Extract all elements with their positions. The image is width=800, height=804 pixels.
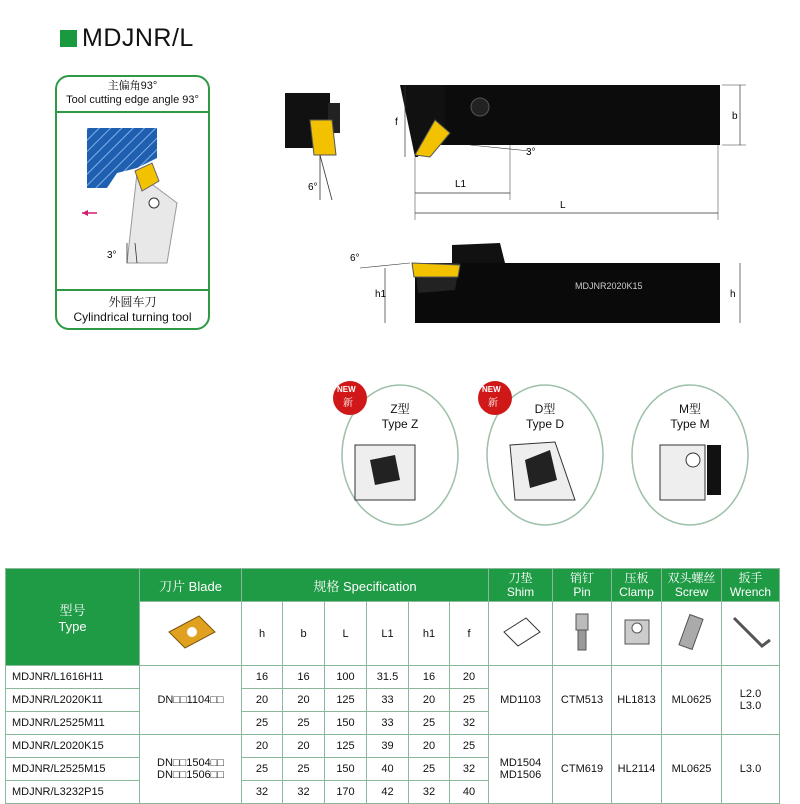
dim-b: b <box>732 111 738 122</box>
type-m-label <box>645 402 735 432</box>
cell: 42 <box>367 781 409 804</box>
cell: 125 <box>325 689 367 712</box>
clamp-icon <box>617 610 657 654</box>
title-marker <box>60 30 77 47</box>
clamp-group1: HL1813 <box>612 666 662 735</box>
cell: 33 <box>367 712 409 735</box>
screw-header: 双头螺丝 Screw <box>662 569 722 602</box>
cell: 32 <box>450 712 489 735</box>
clamp-group2: HL2114 <box>612 735 662 804</box>
angle-6-label-a: 6° <box>308 182 318 193</box>
dim-L: L <box>560 200 566 211</box>
new-badge-z-text: NEW <box>337 385 356 394</box>
type-z-en: Type Z <box>381 417 419 431</box>
row-type: MDJNR/L2020K15 <box>6 735 140 758</box>
cell: 25 <box>283 758 325 781</box>
col-L: L <box>325 602 367 666</box>
blade-image <box>140 602 242 666</box>
wrench-icon <box>726 610 776 654</box>
blade-group1: DN□□1104□□ <box>140 666 242 735</box>
cell: 20 <box>283 689 325 712</box>
shim-icon <box>496 612 546 652</box>
type-d-en: Type D <box>525 417 564 431</box>
pin-icon <box>562 610 602 654</box>
row-type: MDJNR/L1616H11 <box>6 666 140 689</box>
cell: 25 <box>450 735 489 758</box>
shank-engraving: MDJNR2020K15 <box>575 281 643 291</box>
cell: 20 <box>450 666 489 689</box>
wrench-group1: L2.0 L3.0 <box>722 666 780 735</box>
cutting-diagram <box>57 113 208 289</box>
cell: 40 <box>367 758 409 781</box>
cell: 20 <box>242 689 283 712</box>
cell: 20 <box>409 689 450 712</box>
cell: 25 <box>450 689 489 712</box>
spec-header: 规格 Specification <box>242 569 489 602</box>
blade-header: 刀片 Blade <box>140 569 242 602</box>
col-h1: h1 <box>409 602 450 666</box>
cell: 125 <box>325 735 367 758</box>
type-header-en: Type <box>58 619 87 634</box>
cell: 32 <box>283 781 325 804</box>
cell: 25 <box>283 712 325 735</box>
angle-6-label-b: 6° <box>350 253 360 264</box>
new-badge-d-text: NEW <box>482 385 501 394</box>
top-view-drawing <box>270 75 760 225</box>
pin-image <box>553 602 612 666</box>
cell: 25 <box>409 712 450 735</box>
pin-group1: CTM513 <box>553 666 612 735</box>
row-type: MDJNR/L2525M11 <box>6 712 140 735</box>
row-type: MDJNR/L2525M15 <box>6 758 140 781</box>
shim-image <box>489 602 553 666</box>
panel-top-cn: 主偏角93° <box>107 80 158 92</box>
insert-icon <box>161 610 221 654</box>
col-L1: L1 <box>367 602 409 666</box>
dim-h: h <box>730 289 736 300</box>
cell: 20 <box>283 735 325 758</box>
type-z-label <box>355 402 445 432</box>
cell: 31.5 <box>367 666 409 689</box>
row-type: MDJNR/L3232P15 <box>6 781 140 804</box>
cell: 170 <box>325 781 367 804</box>
cell: 20 <box>242 735 283 758</box>
panel-footer <box>55 289 210 330</box>
wrench-image <box>722 602 780 666</box>
cell: 16 <box>283 666 325 689</box>
type-header-cn: 型号 <box>59 603 86 618</box>
cell: 32 <box>242 781 283 804</box>
type-illustrations <box>325 370 765 530</box>
new-badge-z: 新 <box>343 398 353 409</box>
cell: 100 <box>325 666 367 689</box>
col-f: f <box>450 602 489 666</box>
clamp-image <box>612 602 662 666</box>
cell: 150 <box>325 712 367 735</box>
cell: 32 <box>450 758 489 781</box>
new-badge-d: 新 <box>488 398 498 409</box>
cell: 32 <box>409 781 450 804</box>
wrench-header: 扳手 Wrench <box>722 569 780 602</box>
pin-group2: CTM619 <box>553 735 612 804</box>
type-header <box>6 569 140 666</box>
dim-L1: L1 <box>455 179 467 190</box>
clamp-header: 压板 Clamp <box>612 569 662 602</box>
shim-group1: MD1103 <box>489 666 553 735</box>
type-m-en: Type M <box>670 417 710 431</box>
pin-header: 销钉 Pin <box>553 569 612 602</box>
type-d-cn: D型 <box>534 402 556 416</box>
cell: 39 <box>367 735 409 758</box>
dim-f: f <box>395 117 398 128</box>
panel-header <box>55 75 210 113</box>
type-m-cn: M型 <box>679 402 701 416</box>
type-d-label <box>500 402 590 432</box>
page-title: MDJNR/L <box>82 24 194 52</box>
col-h: h <box>242 602 283 666</box>
row-type: MDJNR/L2020K11 <box>6 689 140 712</box>
angle-3-label: 3° <box>526 147 536 158</box>
col-b: b <box>283 602 325 666</box>
side-view-drawing <box>340 235 760 330</box>
screw-group2: ML0625 <box>662 735 722 804</box>
panel-angle-label: 3° <box>107 250 117 261</box>
cell: 40 <box>450 781 489 804</box>
blade-group2: DN□□1504□□ DN□□1506□□ <box>140 735 242 804</box>
cell: 25 <box>242 758 283 781</box>
cell: 16 <box>409 666 450 689</box>
cell: 150 <box>325 758 367 781</box>
spec-table <box>5 568 780 804</box>
panel-bottom-en: Cylindrical turning tool <box>73 310 192 324</box>
cell: 25 <box>409 758 450 781</box>
screw-image <box>662 602 722 666</box>
cell: 20 <box>409 735 450 758</box>
screw-group1: ML0625 <box>662 666 722 735</box>
dim-h1: h1 <box>375 289 387 300</box>
cell: 33 <box>367 689 409 712</box>
cell: 16 <box>242 666 283 689</box>
panel-bottom-cn: 外圆车刀 <box>108 295 157 309</box>
cell: 25 <box>242 712 283 735</box>
panel-top-en: Tool cutting edge angle 93° <box>66 94 199 106</box>
type-z-cn: Z型 <box>390 402 410 416</box>
shim-header: 刀垫 Shim <box>489 569 553 602</box>
shim-group2: MD1504 MD1506 <box>489 735 553 804</box>
wrench-group2: L3.0 <box>722 735 780 804</box>
screw-icon <box>672 610 712 654</box>
